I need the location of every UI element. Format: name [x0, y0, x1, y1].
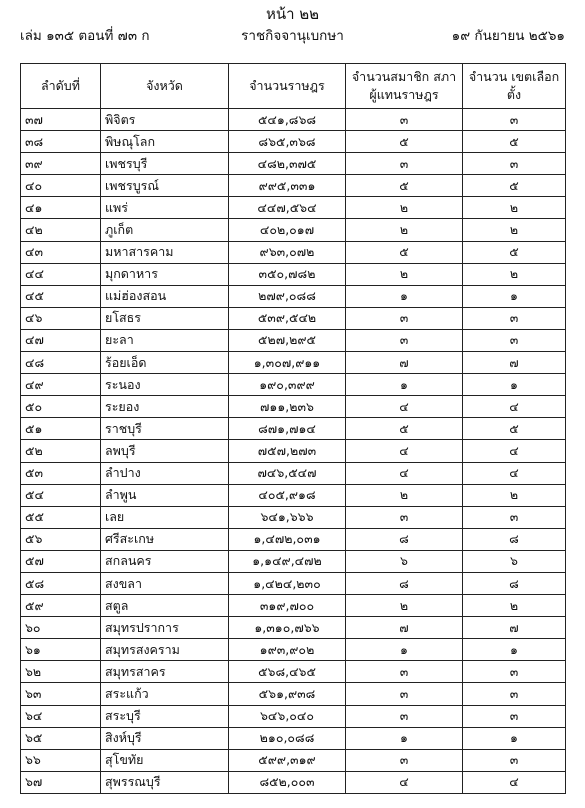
- cell-order: ๖๓: [21, 683, 101, 705]
- cell-order: ๖๕: [21, 727, 101, 749]
- cell-districts: ๓: [463, 307, 566, 329]
- table-row: [21, 639, 566, 661]
- table-body: [21, 109, 566, 794]
- cell-province: สุโขทัย: [101, 749, 229, 771]
- cell-mps: ๖: [346, 550, 463, 572]
- cell-districts: ๕: [463, 241, 566, 263]
- cell-order: ๔๖: [21, 307, 101, 329]
- cell-order: ๔๙: [21, 374, 101, 396]
- cell-districts: ๓: [463, 153, 566, 175]
- cell-districts: ๓: [463, 329, 566, 351]
- cell-districts: ๒: [463, 595, 566, 617]
- cell-population: ๑,๔๒๔,๒๓๐: [229, 572, 346, 594]
- cell-province: เลย: [101, 506, 229, 528]
- cell-order: ๓๗: [21, 109, 101, 131]
- cell-mps: ๔: [346, 396, 463, 418]
- cell-mps: ๓: [346, 307, 463, 329]
- cell-province: ยะลา: [101, 329, 229, 351]
- cell-order: ๖๒: [21, 661, 101, 683]
- table-row: [21, 528, 566, 550]
- cell-province: สิงห์บุรี: [101, 727, 229, 749]
- cell-population: ๗๑๑,๒๓๖: [229, 396, 346, 418]
- gazette-header: [20, 26, 565, 46]
- cell-mps: ๔: [346, 440, 463, 462]
- table-row: [21, 175, 566, 197]
- cell-province: สระแก้ว: [101, 683, 229, 705]
- page-number: หน้า ๒๒: [265, 5, 320, 23]
- cell-province: สมุทรสาคร: [101, 661, 229, 683]
- cell-mps: ๔: [346, 462, 463, 484]
- cell-order: ๖๐: [21, 617, 101, 639]
- table-row: [21, 661, 566, 683]
- cell-districts: ๕: [463, 418, 566, 440]
- cell-population: ๔๐๒,๐๑๗: [229, 219, 346, 241]
- cell-population: ๘๖๕,๓๖๘: [229, 131, 346, 153]
- cell-mps: ๕: [346, 175, 463, 197]
- cell-province: ศรีสะเกษ: [101, 528, 229, 550]
- cell-order: ๕๐: [21, 396, 101, 418]
- cell-province: เพชรบุรี: [101, 153, 229, 175]
- cell-order: ๕๖: [21, 528, 101, 550]
- cell-population: ๑,๓๑๐,๗๖๖: [229, 617, 346, 639]
- cell-population: ๒๗๙,๐๘๘: [229, 285, 346, 307]
- cell-order: ๕๒: [21, 440, 101, 462]
- cell-mps: ๕: [346, 418, 463, 440]
- cell-districts: ๔: [463, 440, 566, 462]
- cell-districts: ๔: [463, 462, 566, 484]
- cell-mps: ๗: [346, 617, 463, 639]
- cell-population: ๕๔๑,๘๖๘: [229, 109, 346, 131]
- cell-districts: ๔: [463, 771, 566, 793]
- cell-order: ๕๑: [21, 418, 101, 440]
- cell-districts: ๑: [463, 639, 566, 661]
- cell-province: มุกดาหาร: [101, 263, 229, 285]
- cell-population: ๕๒๗,๒๙๕: [229, 329, 346, 351]
- table-row: [21, 462, 566, 484]
- cell-province: สมุทรปราการ: [101, 617, 229, 639]
- cell-districts: ๓: [463, 109, 566, 131]
- cell-mps: ๓: [346, 705, 463, 727]
- cell-population: ๗๔๖,๕๔๗: [229, 462, 346, 484]
- table-row: [21, 263, 566, 285]
- publication-date: ๑๙ กันยายน ๒๕๖๑: [451, 28, 565, 44]
- cell-order: ๖๖: [21, 749, 101, 771]
- table-row: [21, 418, 566, 440]
- cell-population: ๕๖๑,๙๓๘: [229, 683, 346, 705]
- cell-province: สตูล: [101, 595, 229, 617]
- cell-mps: ๓: [346, 661, 463, 683]
- table-row: [21, 484, 566, 506]
- table-row: [21, 241, 566, 263]
- cell-population: ๓๕๐,๗๘๒: [229, 263, 346, 285]
- cell-province: ลำพูน: [101, 484, 229, 506]
- cell-province: พิษณุโลก: [101, 131, 229, 153]
- cell-districts: ๓: [463, 661, 566, 683]
- cell-order: ๔๑: [21, 197, 101, 219]
- cell-province: พิจิตร: [101, 109, 229, 131]
- col-header-population: จำนวนราษฎร: [229, 64, 346, 109]
- cell-population: ๑,๔๗๒,๐๓๑: [229, 528, 346, 550]
- table-row: [21, 705, 566, 727]
- cell-province: สกลนคร: [101, 550, 229, 572]
- cell-population: ๑,๓๐๗,๙๑๑: [229, 352, 346, 374]
- cell-population: ๑,๑๔๙,๔๗๒: [229, 550, 346, 572]
- table-row: [21, 374, 566, 396]
- cell-districts: ๔: [463, 396, 566, 418]
- cell-province: สงขลา: [101, 572, 229, 594]
- cell-province: มหาสารคาม: [101, 241, 229, 263]
- cell-order: ๔๘: [21, 352, 101, 374]
- cell-population: ๖๔๑,๖๖๖: [229, 506, 346, 528]
- cell-population: ๕๖๘,๔๖๕: [229, 661, 346, 683]
- cell-order: ๔๕: [21, 285, 101, 307]
- table-header-row: [21, 64, 566, 109]
- cell-mps: ๓: [346, 506, 463, 528]
- cell-mps: ๑: [346, 727, 463, 749]
- table-row: [21, 749, 566, 771]
- col-header-order: ลำดับที่: [21, 64, 101, 109]
- cell-order: ๕๕: [21, 506, 101, 528]
- cell-districts: ๕: [463, 175, 566, 197]
- cell-districts: ๒: [463, 197, 566, 219]
- cell-mps: ๓: [346, 749, 463, 771]
- cell-order: ๔๗: [21, 329, 101, 351]
- table-row: [21, 131, 566, 153]
- table-row: [21, 572, 566, 594]
- cell-province: เพชรบูรณ์: [101, 175, 229, 197]
- cell-districts: ๓: [463, 705, 566, 727]
- col-header-districts: จำนวน เขตเลือกตั้ง: [463, 64, 566, 109]
- table-row: [21, 550, 566, 572]
- table-row: [21, 352, 566, 374]
- cell-districts: ๒: [463, 219, 566, 241]
- cell-population: ๔๘๒,๓๗๕: [229, 153, 346, 175]
- cell-mps: ๑: [346, 285, 463, 307]
- cell-order: ๓๘: [21, 131, 101, 153]
- cell-province: ยโสธร: [101, 307, 229, 329]
- cell-order: ๖๗: [21, 771, 101, 793]
- volume-issue: เล่ม ๑๓๕ ตอนที่ ๗๓ ก: [20, 28, 150, 44]
- cell-province: ระนอง: [101, 374, 229, 396]
- table-row: [21, 285, 566, 307]
- cell-mps: ๑: [346, 374, 463, 396]
- table-row: [21, 219, 566, 241]
- cell-mps: ๓: [346, 683, 463, 705]
- cell-order: ๕๔: [21, 484, 101, 506]
- cell-population: ๑๙๐,๓๙๙: [229, 374, 346, 396]
- cell-province: ลพบุรี: [101, 440, 229, 462]
- cell-mps: ๗: [346, 352, 463, 374]
- table-row: [21, 683, 566, 705]
- cell-mps: ๒: [346, 595, 463, 617]
- cell-population: ๙๙๕,๓๓๑: [229, 175, 346, 197]
- cell-province: แพร่: [101, 197, 229, 219]
- cell-districts: ๘: [463, 528, 566, 550]
- table-row: [21, 109, 566, 131]
- table-row: [21, 440, 566, 462]
- cell-province: ร้อยเอ็ด: [101, 352, 229, 374]
- cell-order: ๔๓: [21, 241, 101, 263]
- cell-mps: ๓: [346, 109, 463, 131]
- cell-population: ๔๐๕,๙๑๘: [229, 484, 346, 506]
- cell-districts: ๕: [463, 131, 566, 153]
- table-row: [21, 506, 566, 528]
- cell-districts: ๓: [463, 506, 566, 528]
- cell-province: แม่ฮ่องสอน: [101, 285, 229, 307]
- cell-order: ๔๒: [21, 219, 101, 241]
- cell-mps: ๒: [346, 219, 463, 241]
- cell-order: ๖๑: [21, 639, 101, 661]
- cell-mps: ๓: [346, 153, 463, 175]
- cell-province: ราชบุรี: [101, 418, 229, 440]
- col-header-mps: จำนวนสมาชิก สภาผู้แทนราษฎร: [346, 64, 463, 109]
- table-row: [21, 595, 566, 617]
- cell-population: ๒๑๐,๐๘๘: [229, 727, 346, 749]
- cell-province: ลำปาง: [101, 462, 229, 484]
- table-row: [21, 727, 566, 749]
- cell-mps: ๓: [346, 329, 463, 351]
- cell-order: ๔๔: [21, 263, 101, 285]
- cell-mps: ๘: [346, 528, 463, 550]
- cell-province: สมุทรสงคราม: [101, 639, 229, 661]
- cell-population: ๕๙๙,๓๑๙: [229, 749, 346, 771]
- table-row: [21, 617, 566, 639]
- cell-population: ๕๓๙,๕๔๒: [229, 307, 346, 329]
- cell-order: ๕๙: [21, 595, 101, 617]
- cell-districts: ๒: [463, 263, 566, 285]
- col-header-province: จังหวัด: [101, 64, 229, 109]
- table-row: [21, 307, 566, 329]
- cell-population: ๘๗๑,๗๑๔: [229, 418, 346, 440]
- cell-districts: ๖: [463, 550, 566, 572]
- cell-districts: ๘: [463, 572, 566, 594]
- table-row: [21, 197, 566, 219]
- cell-mps: ๒: [346, 263, 463, 285]
- cell-mps: ๒: [346, 484, 463, 506]
- cell-province: ระยอง: [101, 396, 229, 418]
- cell-mps: ๑: [346, 639, 463, 661]
- cell-mps: ๕: [346, 131, 463, 153]
- cell-order: ๔๐: [21, 175, 101, 197]
- cell-order: ๕๓: [21, 462, 101, 484]
- cell-order: ๓๙: [21, 153, 101, 175]
- cell-order: ๕๗: [21, 550, 101, 572]
- cell-province: สุพรรณบุรี: [101, 771, 229, 793]
- cell-order: ๕๘: [21, 572, 101, 594]
- table-row: [21, 329, 566, 351]
- cell-population: ๔๔๗,๕๖๔: [229, 197, 346, 219]
- table-row: [21, 153, 566, 175]
- cell-mps: ๔: [346, 771, 463, 793]
- cell-districts: ๑: [463, 727, 566, 749]
- cell-mps: ๕: [346, 241, 463, 263]
- cell-population: ๙๖๓,๐๗๒: [229, 241, 346, 263]
- cell-population: ๗๕๗,๒๗๓: [229, 440, 346, 462]
- cell-districts: ๓: [463, 683, 566, 705]
- cell-districts: ๑: [463, 374, 566, 396]
- cell-mps: ๘: [346, 572, 463, 594]
- cell-mps: ๒: [346, 197, 463, 219]
- cell-population: ๘๕๒,๐๐๓: [229, 771, 346, 793]
- cell-districts: ๗: [463, 617, 566, 639]
- cell-districts: ๒: [463, 484, 566, 506]
- cell-districts: ๓: [463, 749, 566, 771]
- publication-name: ราชกิจจานุเบกษา: [241, 28, 344, 44]
- cell-population: ๖๔๖,๐๔๐: [229, 705, 346, 727]
- cell-province: สระบุรี: [101, 705, 229, 727]
- table-row: [21, 771, 566, 793]
- cell-order: ๖๔: [21, 705, 101, 727]
- cell-province: ภูเก็ต: [101, 219, 229, 241]
- cell-districts: ๗: [463, 352, 566, 374]
- cell-population: ๑๙๓,๙๐๒: [229, 639, 346, 661]
- province-table: [20, 63, 566, 794]
- cell-districts: ๑: [463, 285, 566, 307]
- table-row: [21, 396, 566, 418]
- cell-population: ๓๑๙,๗๐๐: [229, 595, 346, 617]
